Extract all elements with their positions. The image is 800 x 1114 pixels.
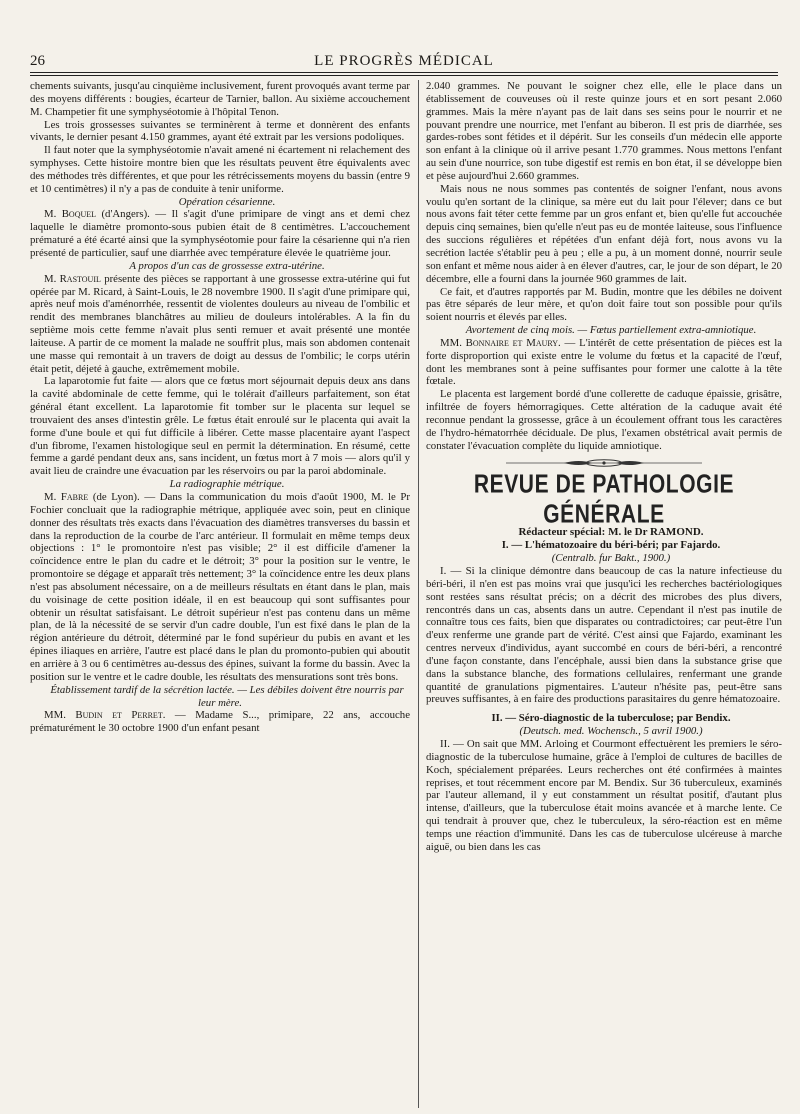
author-name: M. Fabre: [44, 491, 89, 503]
paragraph-text: — L'intérêt de cette présentation de pièces est la forte disproportion qui existe entre le volume du fœtus et la capacité de l'œuf, dont les membranes sont à peine suffisantes pour former une calotte à la tête fœtale.: [426, 336, 782, 388]
right-column: [426, 80, 782, 1110]
page-header: [30, 50, 778, 72]
author-name: M. Rastouil: [44, 272, 101, 285]
section-heading: Établissement tardif de la sécrétion lactée. — Les débiles doivent être nourris par leur mère.: [50, 683, 404, 709]
section-heading: Opération césarienne.: [178, 195, 276, 208]
author-name: MM. Budin et Perret.: [44, 709, 166, 722]
paragraph: [30, 208, 410, 259]
paragraph: [30, 491, 410, 684]
editor-line: Rédacteur spécial: M. le Dr RAMOND.: [518, 526, 704, 539]
paragraph: [426, 337, 782, 388]
paragraph: Les trois grossesses suivantes se terminèrent à terme et donnèrent des enfants vivants, le dernier pesant 4.150 grammes, ayant été extrait par les versions podoliques.: [30, 118, 410, 144]
paragraph: chements suivants, jusqu'au cinquième inclusivement, furent provoqués avant terme par des moyens différents : bougies, écarteur de Tarnier, ballon. Au sixième accouchement M. Champetier fit une symphyséotomie à l'hôpital Tenon.: [30, 80, 410, 118]
paragraph: Mais nous ne nous sommes pas contentés de soigner l'enfant, nous avons voulu qu'en sortant de la clinique, sa mère eut du lait pour l'élever; dans ce but nous avons fait téter cette femme par un gros enfant et, bien qu'elle fut accouchée depuis cinq semaines, bien qu'elle n'eut pas eu de montée laiteuse, sous l'influence des succions régulières et répétées d'un enfant déjà fort, nous avons vu la secrétion lactée s'établir peu à peu ; elle a pu, à un moment donné, nourrir seule son enfant et même nous aider à en élever d'autres, car, le jour de son départ, le 20 décembre, elle a fourni dans la journée 960 grammes de lait.: [426, 182, 782, 285]
section-heading: Avortement de cinq mois. — Fœtus partiellement extra-amniotique.: [465, 324, 757, 337]
column-divider: [418, 80, 419, 1108]
paragraph-text: (d'Angers). — Il s'agit d'une primipare de vingt ans et demi chez laquelle le diamètre promonto-sous pubien était de 8 centimètres. L'accouchement prématuré a été écarté ainsi que la symphyséotomie pour faire la césarienne qui n'a rien présenté de particulier, sauf une diarrhée avec température élevée le quatrième jour.: [30, 208, 410, 259]
article-title: II. — Séro-diagnostic de la tuberculose; par Bendix.: [491, 712, 731, 725]
section-heading: A propos d'un cas de grossesse extra-utérine.: [129, 259, 325, 272]
paragraph: Ce fait, et d'autres rapportés par M. Budin, montre que les débiles ne doivent pas être séparés de leur mère, et qu'on doit faire tout son possible pour qu'ils soient nourris et élevés par elles.: [426, 285, 782, 324]
ornament-divider-icon: [504, 458, 704, 468]
paragraph: II. — On sait que MM. Arloing et Courmont effectuèrent les premiers le séro-diagnostic de la tuberculose humaine, grâce à l'emploi de cultures de bacilles de Koch, spécialement préparées. Leurs recherches ont été confirmées à maintes reprises, et tout récemment encore par M. Bendix. Sur 36 tuberculeux, examinés par l'auteur allemand, il y eut constamment un résultat positif, d'autant plus intense, d'ailleurs, que la tuberculose était moins avancée et à marche lente. Ce qui tendrait à prouver que, chez le tuberculeux, la séro-réaction est en même temps une réaction d'immunité. Dans les cas de tuberculose ulcéreuse à marche aiguë, ou bien dans les cas: [426, 737, 782, 853]
article-source: (Centralb. fur Bakt., 1900.): [551, 552, 671, 565]
paragraph-text: — Madame S..., primipare, 22 ans, accouche prématurément le 30 octobre 1900 d'un enfant pesant: [30, 709, 410, 735]
paragraph: I. — Si la clinique démontre dans beaucoup de cas la nature infectieuse du béri-béri, il n'en est pas moins vrai que jusqu'ici les recherches bactériologiques sont restées sans résultat précis; on a décrit des microbes des plus divers, rencontrés dans un cas, absents dans un autre. Cependant il n'est pas inutile de connaître tous ces faits, bien que disparates ou contradictoires; car peut-être l'un d'eux renferme une grande part de vérité. C'est ainsi que Fajardo, examinant les centres nerveux d'individus, ayant succombé en cours de béri-béri, a rencontré d'une façon constante, dans l'encéphale, aussi bien dans la substance grise que dans la substance blanche, des formations cellulaires, renfermant une grande quantité de granulations pigmentaires. L'auteur n'hésite pas, peut-être sans preuves suffisantes, à en faire des productions parasitaires du genre hématozoaire.: [426, 565, 782, 706]
section-heading: La radiographie métrique.: [169, 478, 285, 491]
left-column: [30, 80, 410, 1110]
paragraph: [30, 709, 410, 735]
paragraph: Il faut noter que la symphyséotomie n'avait amené ni écartement ni relachement des symphyses. Cette histoire montre bien que les résultats peuvent être équivalents avec des méthodes très différentes, et que pour les rétrécissements moyens du bassin (entre 9 et 10 centimètres) il n'y a pas de conduite à tenir uniforme.: [30, 144, 410, 195]
paragraph: 2.040 grammes. Ne pouvant le soigner chez elle, elle le place dans un établissement de couveuses où il reste quinze jours et en sort pesant 2.060 grammes. Mais la mère n'ayant pas de lait dans ses seins pour le nourrir et ne pouvant prendre une nourrice, met l'enfant au biberon. Il est pris de diarrhée, ses gardes-robes sont fétides et il dépérit. Sur les conseils d'un médecin elle apporte son enfant à la clinique où il arrive pesant 1.770 grammes. Nous mettons l'enfant au sein d'une nourrice, son tube digestif est remis en bon état, il se développe bien et pèse aujourd'hui 2.660 grammes.: [426, 80, 782, 182]
paragraph-text: (de Lyon). — Dans la communication du mois d'août 1900, M. le Pr Fochier concluait que la radiographie métrique, appliquée avec soin, peut en clinique donner des résultats très exacts dans l'évacuation des diamètres transverses du bassin et dans la reproduction de la courbe de l'arc antérieur. Il formulait en même temps deux objections : 1° le promontoire n'est pas visible; 2° il est difficile d'amener la coïncidence entre le plan du cadre et le détroit; 3° pour la position sur le ventre, le promontoire se dégage et apparaît très nettement; 3° la coïncidence entre les deux plans n'est pas absolument nécessaire, on a de meilleurs résultats en étant dans le plan, mais du voisinage de cette position idéale, il en est beaucoup qui sont suffisantes pour obtenir un résultat satisfaisant. Le détroit supérieur n'est pas contenu dans un même plan, de là la nécessité de se servir d'un cadre double, l'un est fixé dans le plan de la région antérieure du détroit, déterminé par le fond supérieur du pubis en avant et les épines iliaques en arrière, l'autre est placé dans le plan du promonto-pubien qui aboutit en arrière à 3 ou 6 centimètres au-dessus des épines, suivant la forme du bassin. Avec la position sur le ventre et le cadre double, les résultats des mensurations sont très bons.: [30, 491, 410, 683]
author-name: MM. Bonnaire et Maury.: [440, 336, 561, 349]
section-title: REVUE DE PATHOLOGIE GÉNÉRALE: [473, 470, 735, 530]
header-rule: [30, 72, 778, 73]
header-rule-double: [30, 75, 778, 76]
paragraph: [30, 273, 410, 376]
paragraph: La laparotomie fut faite — alors que ce fœtus mort séjournait depuis deux ans dans la cavité abdominale de cette femme, qui le tolérait d'ailleurs parfaitement, son état général étant excellent. La laparotomie fit tomber sur le placenta sur lequel se trouvaient des anses d'intestin grêle. Le fœtus était enroulé sur le placenta qui avait la forme d'une boule et qui fut difficile à libérer. Cette masse placentaire ayant l'aspect d'un fibrome, l'examen histologique seul en permit la détermination. En résumé, cette femme a gardé pendant deux ans, sans incident, un fœtus mort à 7 mois — alors qu'il y avait lieu de craindre une évacuation par les réservoirs ou par la paroi abdominale.: [30, 375, 410, 478]
paragraph: Le placenta est largement bordé d'une collerette de caduque épaissie, grisâtre, infiltrée de foyers hémorragiques. Cette altération de la caduque avait été reconnue pendant la grossesse, grâce à un écoulement offrant tous les caractères de l'hydro-hématorrhée déciduale. De plus, l'examen obstétrical avait permis de constater l'évacuation complète du liquide amniotique.: [426, 388, 782, 452]
author-name: M. Boquel: [44, 208, 97, 221]
journal-title: LE PROGRÈS MÉDICAL: [314, 52, 494, 69]
page-number: 26: [30, 52, 45, 69]
paragraph-text: présente des pièces se rapportant à une grossesse extra-utérine qui fut opérée par M. Ricard, à Saint-Louis, le 28 novembre 1900. Il s'agit d'une primipare qui, après neuf mois d'aménorrhée, ressentit de violentes douleurs au niveau de l'ombilic et rendit des membranes blanchâtres au milieu de douleurs intolérables. A la fin du septième mois cette femme n'avait plus senti remuer et avait présenté une montée laiteuse. A partir de ce moment la malade ne souffrit plus, mais son abdomen contenait une masse qui remontait à un travers de doigt au dessus de l'ombilic; le corps utérin était petit, déjeté à gauche, extrêmement mobile.: [30, 272, 410, 375]
article-title: I. — L'hématozoaire du béri-béri; par Fajardo.: [501, 539, 721, 552]
article-source: (Deutsch. med. Wochensch., 5 avril 1900.): [519, 725, 703, 738]
